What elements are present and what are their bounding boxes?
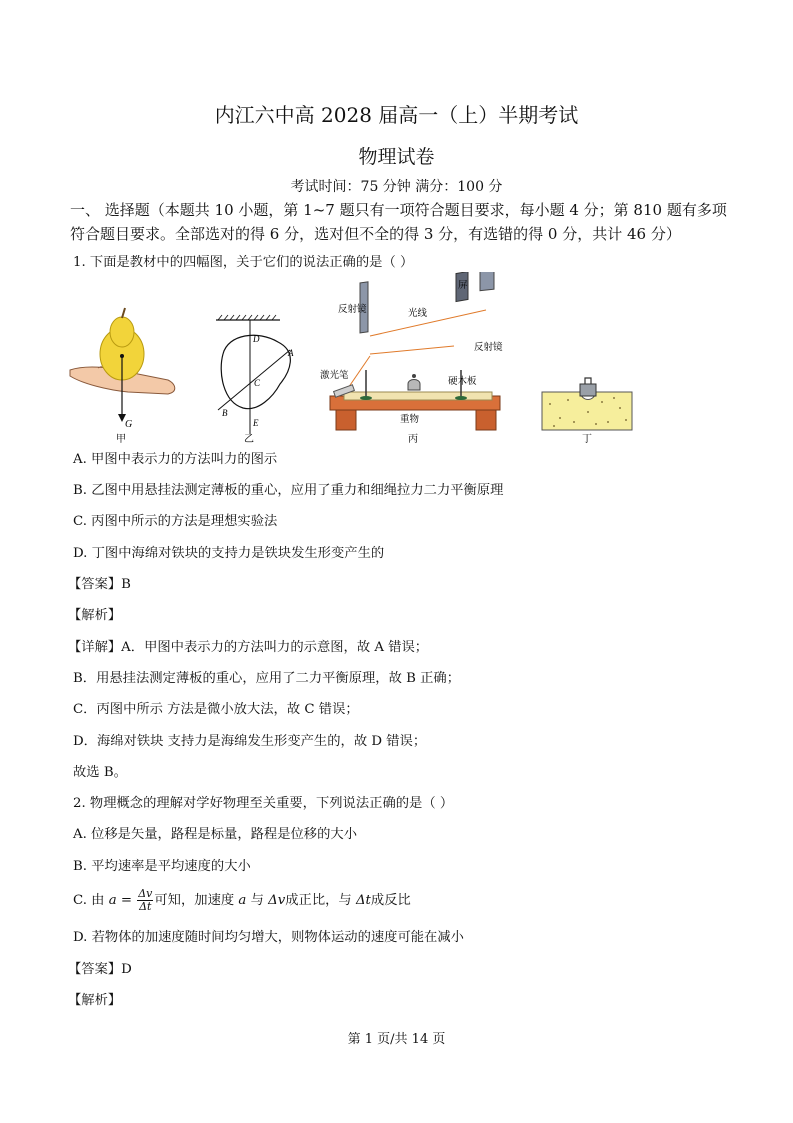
section-heading: 一、 选择题（本题共 10 小题，第 1~7 题只有一项符合题目要求，每小题 4 分；第 810 题有多项符合题目要求。全部选对的得 6 分，选对但不全的得 3 分，有选错的得 0 分，共计 46 分）: [70, 201, 727, 243]
formula-lhs: a =: [108, 893, 132, 908]
symbol-delta-t: Δt: [355, 893, 371, 908]
q1-option-c: C. 丙图中所示的方法是理想实验法: [73, 514, 278, 529]
exam-title: 内江六中高 2028 届高一（上）半期考试: [214, 103, 579, 127]
label-E: E: [253, 418, 259, 428]
q2-option-c-prefix: C. 由: [73, 893, 105, 908]
page-footer: 第 1 页/共 14 页: [347, 1032, 446, 1047]
formula-denominator: Δt: [139, 900, 152, 913]
label-laser: 激光笔: [320, 370, 349, 381]
label-jia: 甲: [116, 434, 126, 445]
q2-option-c-text: 成正比，与: [285, 893, 352, 908]
label-G: G: [125, 419, 133, 430]
q1-detail-line: D．海绵对铁块 支持力是海绵发生形变产生的，故 D 错误；: [73, 734, 427, 749]
question-2-stem: 2. 物理概念的理解对学好物理至关重要，下列说法正确的是（ ）: [73, 796, 454, 811]
q2-option-c-text: 可知，加速度: [154, 893, 235, 908]
q1-option-a: A. 甲图中表示力的方法叫力的图示: [73, 452, 278, 467]
q1-detail-line: 故选 B。: [73, 765, 127, 780]
label-mirror1: 反射镜: [338, 304, 367, 315]
q1-answer: 【答案】B: [68, 577, 131, 592]
label-bing: 丙: [408, 434, 418, 445]
question-1-stem: 1. 下面是教材中的四幅图，关于它们的说法正确的是（ ）: [73, 255, 414, 270]
formula-fraction: [137, 888, 153, 913]
label-yi: 乙: [244, 434, 254, 445]
q2-option-a: A. 位移是矢量，路程是标量，路程是位移的大小: [73, 827, 357, 842]
label-C: C: [254, 378, 261, 388]
symbol-delta-v: Δv: [268, 893, 286, 908]
figure-jia-pear-hand: [70, 308, 175, 422]
q2-option-d: D. 若物体的加速度随时间均匀增大，则物体运动的速度可能在减小: [73, 930, 464, 945]
label-screen: 屏: [458, 280, 468, 291]
label-light: 光线: [408, 308, 428, 319]
q2-option-b: B. 平均速率是平均速度的大小: [73, 859, 251, 874]
q1-option-d: D. 丁图中海绵对铁块的支持力是铁块发生形变产生的: [73, 546, 385, 561]
q2-analysis-label: 【解析】: [68, 993, 122, 1008]
label-weight: 重物: [400, 414, 420, 425]
q2-option-c-text: 成反比: [370, 893, 411, 908]
question-1-figure: [68, 272, 728, 447]
symbol-a: a: [238, 893, 247, 908]
q1-analysis-label: 【解析】: [68, 608, 122, 623]
formula-numerator: Δv: [138, 887, 153, 900]
q2-option-c-text: 与: [250, 893, 264, 908]
label-B: B: [222, 408, 228, 418]
label-D: D: [253, 334, 260, 344]
label-ding: 丁: [582, 434, 592, 445]
q2-answer: 【答案】D: [68, 962, 132, 977]
q2-option-c: [73, 886, 411, 916]
label-A: A: [288, 348, 294, 358]
q1-detail-line: C．丙图中所示 方法是微小放大法，故 C 错误；: [73, 702, 359, 717]
exam-subtitle: 物理试卷: [358, 146, 435, 168]
label-mirror2: 反射镜: [474, 342, 503, 353]
q1-option-b: B. 乙图中用悬挂法测定薄板的重心，应用了重力和细绳拉力二力平衡原理: [73, 483, 504, 498]
q1-detail-line: B．用悬挂法测定薄板的重心，应用了二力平衡原理，故 B 正确；: [73, 671, 461, 686]
exam-info: 考试时间：75 分钟 满分：100 分: [290, 179, 503, 195]
q1-detail-line: 【详解】A．甲图中表示力的方法叫力的示意图，故 A 错误；: [68, 640, 429, 655]
figure-ding-sponge: [542, 378, 632, 430]
label-board: 硬木板: [448, 376, 477, 387]
